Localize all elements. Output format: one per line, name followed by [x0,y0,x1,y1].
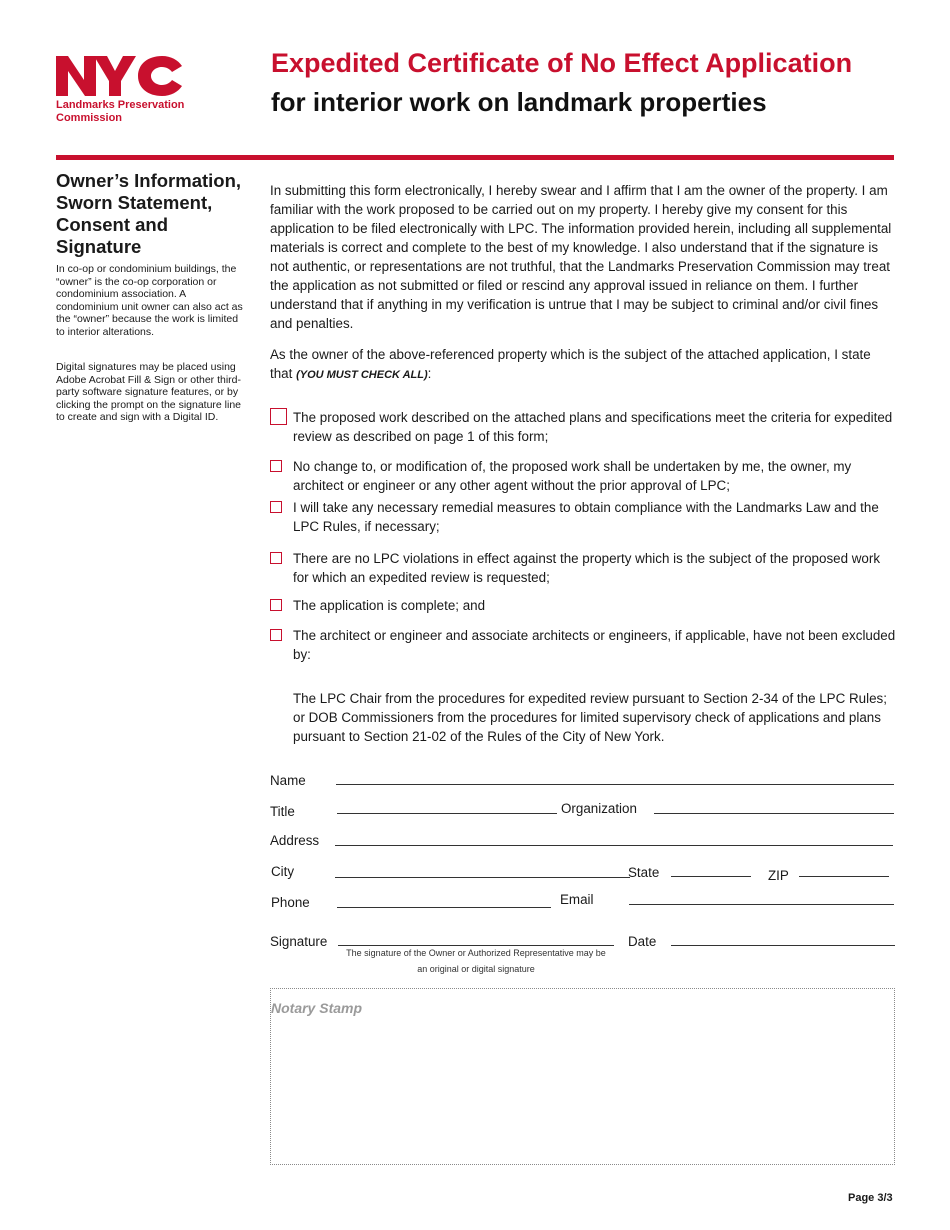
zip-label: ZIP [768,868,789,883]
title-field[interactable] [337,813,557,814]
checklist-item [270,408,896,446]
email-field[interactable] [629,904,894,905]
page-subtitle: for interior work on landmark properties [271,87,767,117]
date-label: Date [628,934,657,949]
checkbox-remedial-measures[interactable] [270,501,282,513]
signature-note-line-1: The signature of the Owner or Authorized Representative may be [346,948,606,958]
logo-line-1: Landmarks Preservation [56,99,185,111]
checklist-item-text: The application is complete; and [293,598,486,613]
signature-label: Signature [270,934,328,949]
city-field[interactable] [335,877,630,878]
checklist-item-text: No change to, or modification of, the proposed work shall be undertaken by me, the owner, my architect or engineer or any other agent without the prior approval of LPC; [293,459,852,493]
must-check-all-note: (YOU MUST CHECK ALL) [296,369,428,381]
title-label: Title [270,804,295,819]
name-field[interactable] [336,784,894,785]
page-number: Page 3/3 [848,1192,893,1204]
zip-field[interactable] [799,876,889,877]
logo-line-2: Commission [56,112,123,124]
checklist-item-text: The architect or engineer and associate architects or engineers, if applicable, have not been excluded by: [293,628,896,662]
exclusion-note: The LPC Chair from the procedures for expedited review pursuant to Section 2-34 of the LPC Rules; or DOB Commissioners from the procedures for limited supervisory check of applications and plans pursuant to Section 21-02 of the Rules of the City of New York. [293,691,887,744]
phone-label: Phone [271,895,310,910]
checkbox-application-complete[interactable] [270,599,282,611]
checklist-item [270,457,896,495]
checklist-item [270,626,896,664]
date-field[interactable] [671,945,895,946]
nyc-lpc-logo [56,54,188,125]
section-heading: Owner’s Information, Sworn Statement, Consent and Signature [56,170,242,257]
owner-definition-note: In co-op or condominium buildings, the “owner” is the co-op corporation or condominium association. A condominium unit owner can also act as the “owner” because the work is limited to interior alterations. [56,263,243,338]
checkbox-expedited-criteria[interactable] [270,408,287,425]
organization-label: Organization [561,801,637,816]
checklist-item-text: I will take any necessary remedial measures to obtain compliance with the Landmarks Law and the LPC Rules, if necessary; [293,500,879,534]
address-label: Address [270,833,320,848]
sworn-statement: In submitting this form electronically, I hereby swear and I affirm that I am the owner of the property. I am familiar with the work proposed to be carried out on my property. I hereby give my consent for this application to be filed electronically with LPC. The information provided herein, including all supplemental materials is correct and complete to the best of my knowledge. I also understand that if the signature is not authentic, or representations are not truthful, that the Landmarks Preservation Commission may treat the application as not submitted or filed or rescind any approval issued in reliance on them. I further understand that if anything in my verification is untrue that I may be subject to criminal and/or civil fines and penalties. [270,183,892,331]
checkbox-not-excluded[interactable] [270,629,282,641]
checklist-item-text: There are no LPC violations in effect against the property which is the subject of the proposed work for which an expedited review is requested; [293,551,881,585]
notary-stamp-box [270,988,895,1165]
checkbox-no-change[interactable] [270,460,282,472]
address-field[interactable] [335,845,893,846]
checklist-item-text: The proposed work described on the attached plans and specifications meet the criteria for expedited review as described on page 1 of this form; [293,410,893,444]
checklist-item [270,498,896,536]
checklist-item [270,549,896,587]
signature-note-line-2: an original or digital signature [417,964,535,974]
checkbox-no-violations[interactable] [270,552,282,564]
notary-stamp-label: Notary Stamp [271,1000,363,1016]
checklist-item [270,596,896,615]
state-label: State [628,865,660,880]
state-field[interactable] [671,876,751,877]
nyc-logo-icon [56,54,186,98]
checklist-intro-end: : [427,366,432,381]
phone-field[interactable] [337,907,551,908]
page-title: Expedited Certificate of No Effect Application [271,48,853,78]
email-label: Email [560,892,594,907]
name-label: Name [270,773,306,788]
checklist-intro-text: As the owner of the above-referenced property which is the subject of the attached application, I state that [270,347,871,381]
organization-field[interactable] [654,813,894,814]
city-label: City [271,864,295,879]
digital-signature-note: Digital signatures may be placed using Adobe Acrobat Fill & Sign or other third-party software signature features, or by clicking the prompt on the signature line to create and sign with a Digital ID. [56,361,242,424]
checklist-intro [270,345,896,385]
header-divider [56,155,894,160]
signature-note [338,946,614,976]
